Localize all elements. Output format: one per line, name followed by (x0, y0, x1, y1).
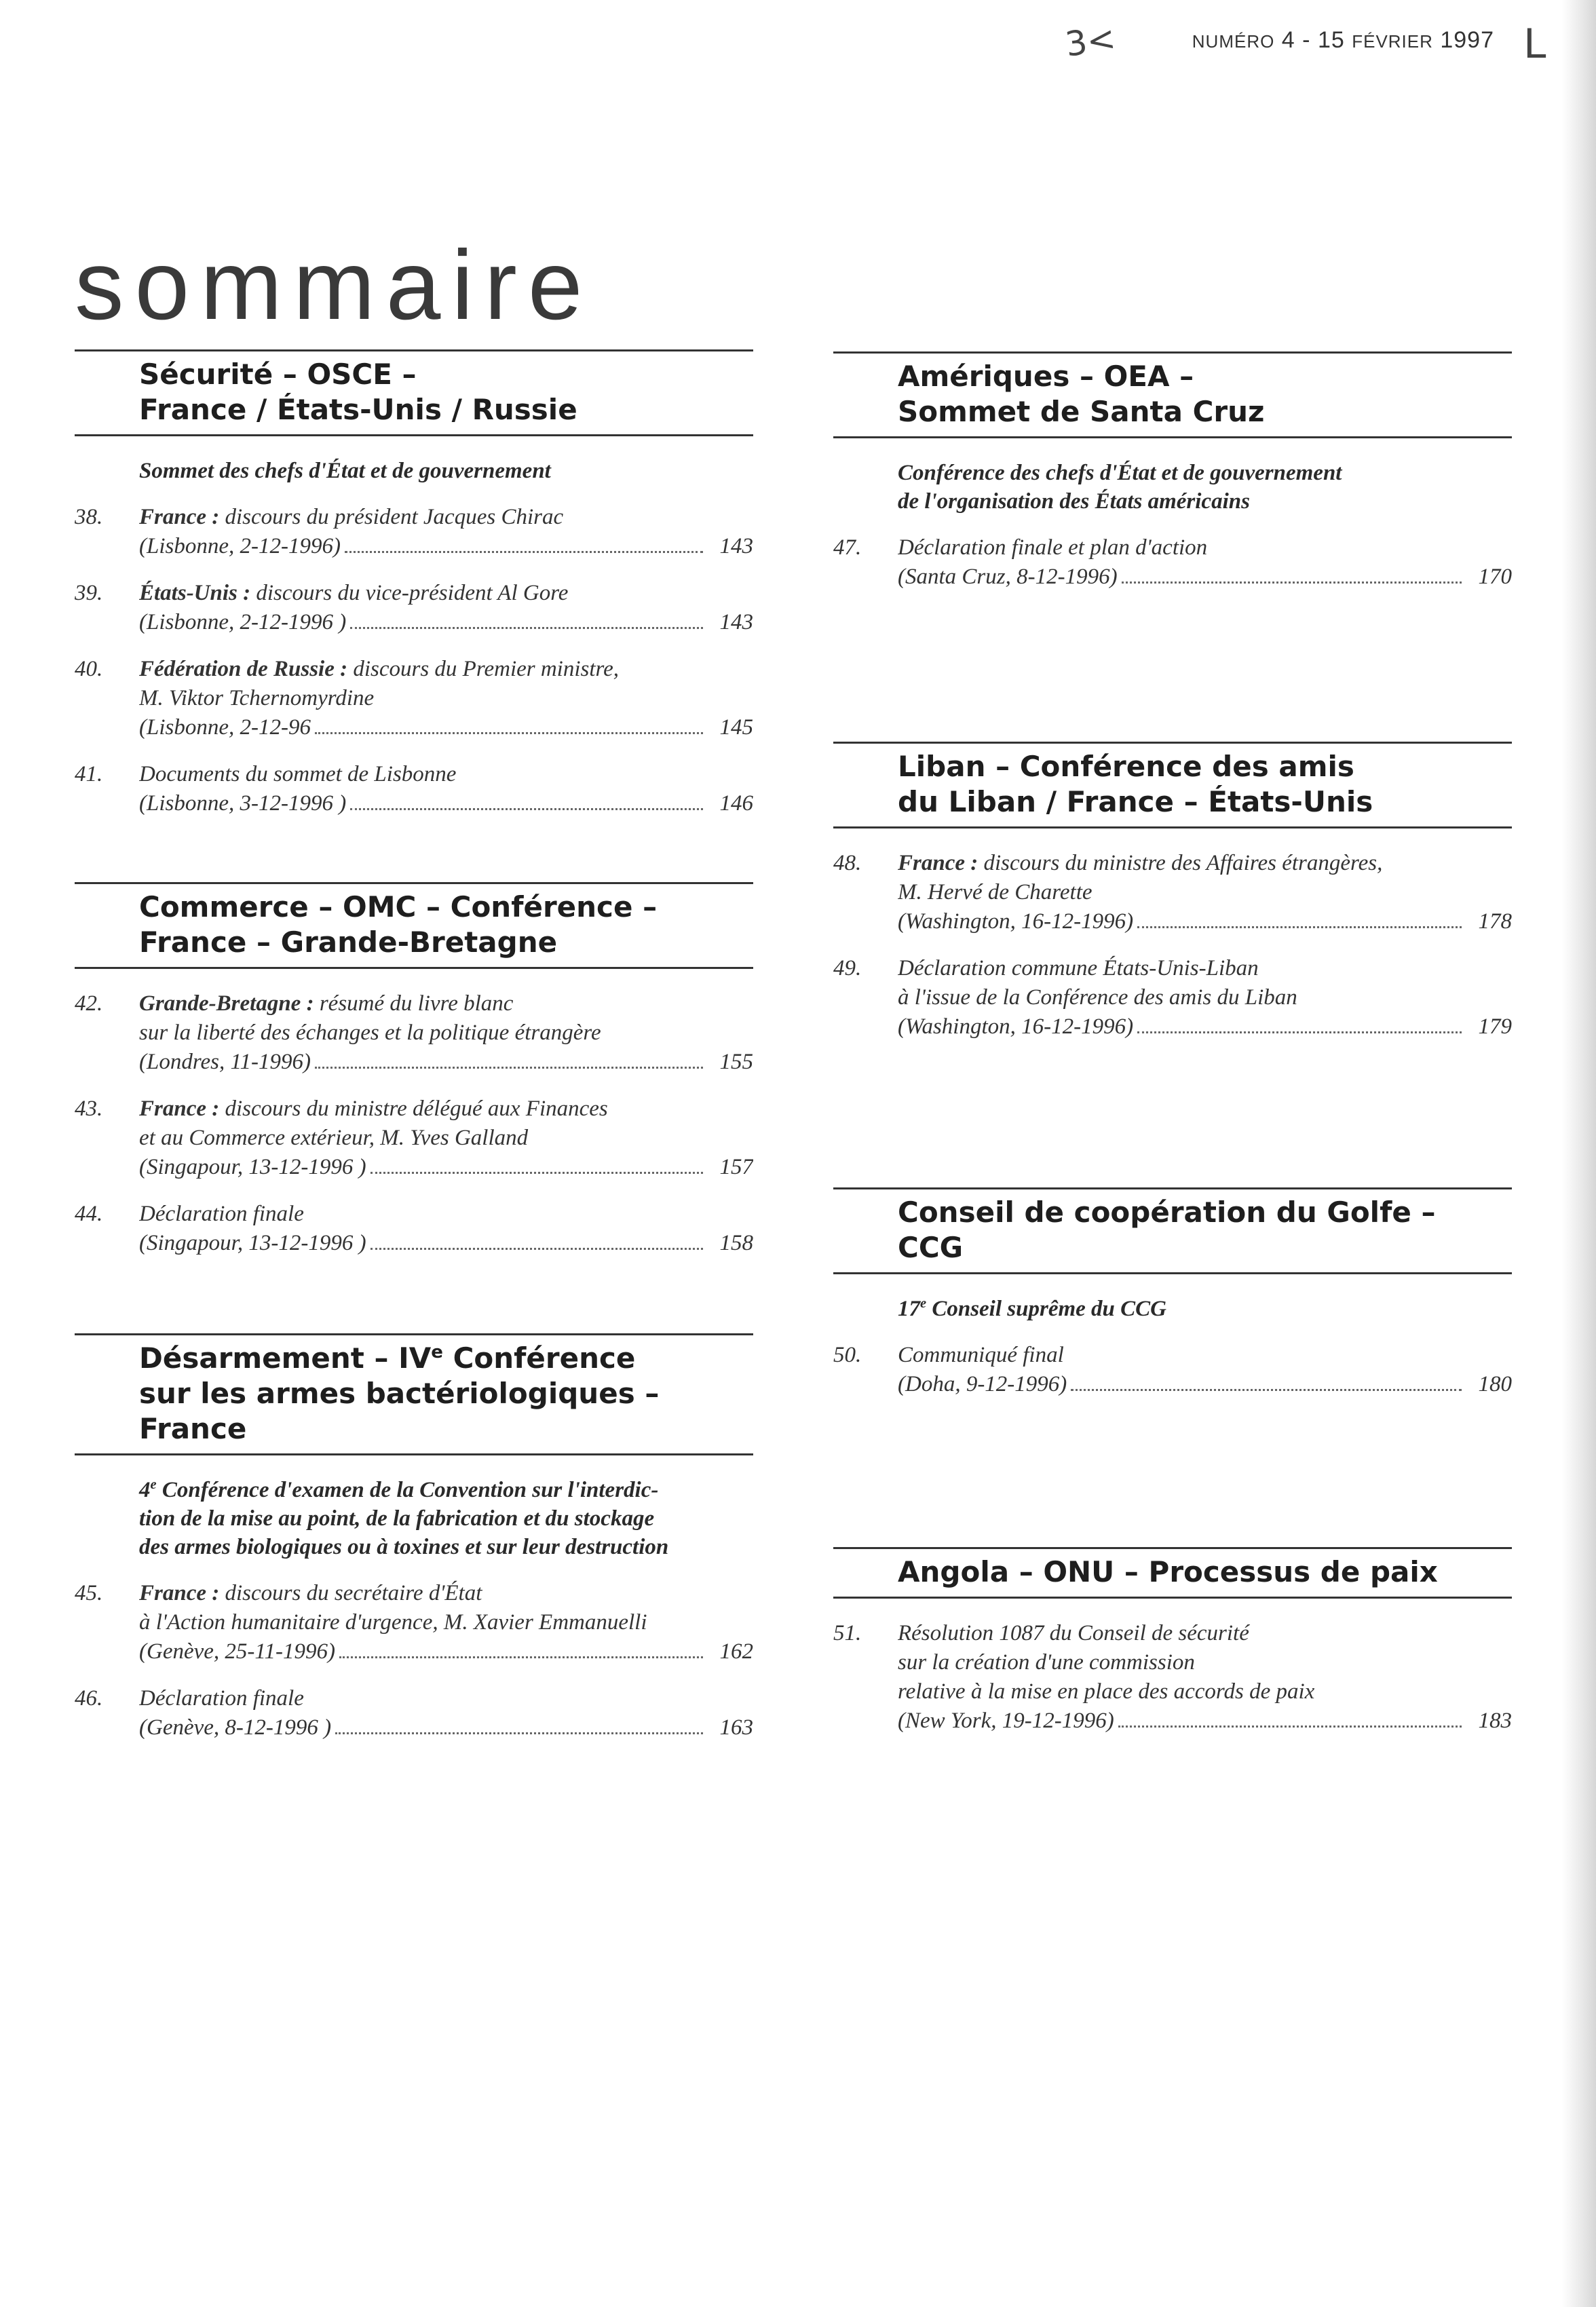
entry-number: 51. (833, 1621, 862, 1645)
entry-place-date: (Washington, 16-12-1996) (898, 1014, 1134, 1039)
issue-year: 1997 (1440, 27, 1494, 53)
entry-label: France : (139, 505, 220, 529)
section-subtitle (139, 1476, 753, 1561)
toc-section (75, 349, 753, 818)
toc-entry[interactable] (833, 1341, 1512, 1399)
entry-text-line: et au Commerce extérieur, M. Yves Galland (139, 1126, 529, 1150)
entry-body (139, 655, 753, 742)
toc-entry[interactable] (75, 1094, 753, 1182)
toc-entry[interactable] (75, 1579, 753, 1666)
entry-text-line: Documents du sommet de Lisbonne (139, 762, 457, 786)
entry-reference-line (898, 563, 1512, 592)
entry-reference-line (139, 1048, 753, 1077)
entry-page-number[interactable]: 170 (1478, 565, 1512, 589)
entry-reference-line (139, 532, 753, 561)
toc-entry[interactable] (75, 989, 753, 1077)
toc-entry[interactable] (75, 760, 753, 818)
entry-page-number[interactable]: 179 (1478, 1014, 1512, 1039)
entry-body (139, 1579, 753, 1666)
dot-leader (339, 1656, 703, 1658)
entry-number: 47. (833, 535, 862, 560)
handwritten-annotation-left: 3< (1063, 18, 1118, 64)
section-heading-line: Sommet de Santa Cruz (898, 395, 1265, 428)
entry-label: États-Unis : (139, 581, 251, 605)
dot-leader (370, 1172, 703, 1174)
entry-number: 50. (833, 1343, 862, 1367)
section-heading (75, 882, 753, 969)
section-heading (833, 742, 1512, 828)
section-subtitle-line: Conférence des chefs d'État et de gouvernement (898, 461, 1342, 485)
issue-month: FÉVRIER (1352, 31, 1433, 52)
section-heading-line: Sécurité – OSCE – (139, 358, 417, 391)
entry-text-line: Déclaration finale (139, 1202, 304, 1226)
entry-place-date: (Genève, 25-11-1996) (139, 1639, 335, 1664)
entry-reference-line (898, 1370, 1512, 1399)
entry-body (139, 989, 753, 1077)
entry-number: 49. (833, 956, 862, 980)
entry-text-line: Résolution 1087 du Conseil de sécurité (898, 1621, 1249, 1645)
entry-page-number[interactable]: 157 (719, 1155, 753, 1179)
entry-place-date: (Doha, 9-12-1996) (898, 1372, 1067, 1396)
issue-prefix: NUMÉRO (1192, 31, 1275, 52)
entry-text-line: Grande-Bretagne : résumé du livre blanc (139, 991, 514, 1016)
entry-label: France : (898, 851, 978, 875)
entry-number: 45. (75, 1581, 103, 1605)
section-heading-line: CCG (898, 1231, 964, 1264)
entry-number: 48. (833, 851, 862, 875)
section-heading-line: Angola – ONU – Processus de paix (898, 1555, 1438, 1588)
entry-text-line: Communiqué final (898, 1343, 1064, 1367)
section-subtitle-line: Sommet des chefs d'État et de gouvernement (139, 459, 551, 483)
entry-body (898, 954, 1512, 1042)
toc-section (75, 1333, 753, 1742)
toc-entry[interactable] (75, 579, 753, 637)
entry-number: 46. (75, 1686, 103, 1711)
dot-leader (370, 1248, 703, 1250)
entry-page-number[interactable]: 180 (1478, 1372, 1512, 1396)
entry-reference-line (139, 1713, 753, 1742)
dot-leader (1122, 581, 1462, 584)
entry-label: France : (139, 1097, 220, 1121)
entry-body (898, 1341, 1512, 1399)
page-title: sommaire (75, 230, 594, 341)
toc-entry[interactable] (75, 503, 753, 561)
dot-leader (315, 732, 703, 734)
entry-reference-line (139, 789, 753, 818)
section-heading (75, 349, 753, 436)
entry-place-date: (Genève, 8-12-1996 ) (139, 1715, 332, 1740)
entry-page-number[interactable]: 143 (719, 534, 753, 558)
section-heading-line: France – Grande-Bretagne (139, 926, 558, 959)
dot-leader (345, 551, 703, 553)
entry-text-line: Déclaration commune États-Unis-Liban (898, 956, 1259, 980)
entry-text-line: Déclaration finale et plan d'action (898, 535, 1208, 560)
entry-reference-line (139, 608, 753, 637)
entry-page-number[interactable]: 145 (719, 715, 753, 740)
entry-page-number[interactable]: 146 (719, 791, 753, 816)
entry-body (139, 760, 753, 818)
entry-reference-line (898, 907, 1512, 936)
entry-number: 43. (75, 1097, 103, 1121)
entry-text-line: sur la création d'une commission (898, 1650, 1195, 1675)
dot-leader (315, 1067, 703, 1069)
section-subtitle-line: 17e Conseil suprême du CCG (898, 1296, 1166, 1321)
dot-leader (350, 808, 703, 810)
entry-page-number[interactable]: 178 (1478, 909, 1512, 934)
dot-leader (335, 1732, 703, 1734)
issue-day: 15 (1317, 27, 1345, 53)
entry-place-date: (Singapour, 13-12-1996 ) (139, 1155, 366, 1179)
entry-text-line: France : discours du président Jacques Chirac (139, 505, 564, 529)
section-heading-line: du Liban / France – États-Unis (898, 785, 1373, 818)
entry-number: 44. (75, 1202, 103, 1226)
entry-place-date: (New York, 19-12-1996) (898, 1709, 1114, 1733)
section-subtitle (898, 459, 1512, 516)
section-subtitle-line: de l'organisation des États américains (898, 489, 1250, 514)
entry-reference-line (898, 1012, 1512, 1042)
entry-body (139, 1094, 753, 1182)
toc-entry[interactable] (833, 1619, 1512, 1736)
entry-number: 39. (75, 581, 103, 605)
entry-text-line: Fédération de Russie : discours du Premier ministre, (139, 657, 620, 681)
entry-label: France : (139, 1581, 220, 1605)
entry-text-line: M. Viktor Tchernomyrdine (139, 686, 375, 710)
page-edge-shadow (1562, 0, 1596, 2307)
dot-leader (1137, 1031, 1462, 1033)
entry-page-number[interactable]: 155 (719, 1050, 753, 1074)
toc-section (833, 742, 1512, 1042)
entry-place-date: (Santa Cruz, 8-12-1996) (898, 565, 1118, 589)
entry-body (139, 1200, 753, 1258)
entry-place-date: (Singapour, 13-12-1996 ) (139, 1231, 366, 1255)
section-subtitle (139, 457, 753, 485)
entry-label: Grande-Bretagne : (139, 991, 314, 1016)
dot-leader (350, 627, 703, 629)
entry-page-number[interactable]: 162 (719, 1639, 753, 1664)
entry-text-line: à l'issue de la Conférence des amis du Liban (898, 985, 1297, 1010)
section-heading (833, 1187, 1512, 1274)
issue-number: 4 (1281, 27, 1295, 53)
toc-entry[interactable] (833, 954, 1512, 1042)
entry-place-date: (Londres, 11-1996) (139, 1050, 311, 1074)
entry-place-date: (Lisbonne, 3-12-1996 ) (139, 791, 347, 816)
entry-place-date: (Lisbonne, 2-12-96 (139, 715, 311, 740)
entry-body (139, 503, 753, 561)
dot-leader (1118, 1726, 1462, 1728)
entry-number: 42. (75, 991, 103, 1016)
entry-reference-line (139, 713, 753, 742)
entry-text-line: France : discours du secrétaire d'État (139, 1581, 482, 1605)
entry-place-date: (Lisbonne, 2-12-1996 ) (139, 610, 347, 634)
section-heading (833, 1547, 1512, 1599)
issue-header: NUMÉRO 4 - 15 FÉVRIER 1997 (1192, 27, 1494, 53)
entry-text-line: France : discours du ministre délégué aux Finances (139, 1097, 608, 1121)
entry-place-date: (Washington, 16-12-1996) (898, 909, 1134, 934)
entry-number: 38. (75, 505, 103, 529)
entry-place-date: (Lisbonne, 2-12-1996) (139, 534, 341, 558)
section-heading-line: Désarmement – IVe Conférence (139, 1341, 636, 1375)
entry-reference-line (139, 1153, 753, 1182)
entry-page-number[interactable]: 158 (719, 1231, 753, 1255)
entry-reference-line (139, 1637, 753, 1666)
entry-reference-line (898, 1707, 1512, 1736)
section-heading-line: Liban – Conférence des amis (898, 750, 1354, 783)
section-heading-line: sur les armes bactériologiques – (139, 1377, 660, 1410)
entry-body (898, 1619, 1512, 1736)
toc-section (75, 882, 753, 1258)
toc-section (833, 351, 1512, 592)
dot-leader (1137, 926, 1462, 928)
toc-entry[interactable] (75, 655, 753, 742)
entry-text-line: France : discours du ministre des Affaires étrangères, (898, 851, 1383, 875)
toc-section (833, 1547, 1512, 1736)
section-heading-line: Amériques – OEA – (898, 360, 1194, 393)
entry-number: 40. (75, 657, 103, 681)
section-subtitle-line: des armes biologiques ou à toxines et sur leur destruction (139, 1535, 669, 1559)
section-heading (833, 351, 1512, 438)
section-subtitle (898, 1295, 1512, 1323)
entry-page-number[interactable]: 183 (1478, 1709, 1512, 1733)
entry-page-number[interactable]: 143 (719, 610, 753, 634)
entry-page-number[interactable]: 163 (719, 1715, 753, 1740)
entry-number: 41. (75, 762, 103, 786)
entry-body (139, 579, 753, 637)
entry-body (139, 1684, 753, 1742)
entry-text-line: à l'Action humanitaire d'urgence, M. Xavier Emmanuelli (139, 1610, 647, 1635)
toc-section (833, 1187, 1512, 1399)
entry-reference-line (139, 1229, 753, 1258)
dot-leader (1071, 1389, 1462, 1391)
entry-label: Fédération de Russie : (139, 657, 348, 681)
entry-body (898, 533, 1512, 592)
entry-text-line: M. Hervé de Charette (898, 880, 1092, 904)
section-heading-line: Conseil de coopération du Golfe – (898, 1196, 1436, 1229)
toc-entry[interactable] (75, 1200, 753, 1258)
section-subtitle-line: tion de la mise au point, de la fabrication et du stockage (139, 1506, 655, 1531)
section-heading-line: France (139, 1412, 247, 1445)
entry-text-line: États-Unis : discours du vice-président Al Gore (139, 581, 569, 605)
toc-entry[interactable] (833, 533, 1512, 592)
section-heading (75, 1333, 753, 1455)
entry-text-line: relative à la mise en place des accords de paix (898, 1679, 1315, 1704)
section-subtitle-line: 4e Conférence d'examen de la Convention sur l'interdic- (139, 1477, 659, 1502)
toc-entry[interactable] (75, 1684, 753, 1742)
section-heading-line: France / États-Unis / Russie (139, 393, 577, 426)
toc-entry[interactable] (833, 849, 1512, 936)
handwritten-annotation-right: L (1523, 20, 1546, 68)
entry-text-line: sur la liberté des échanges et la politique étrangère (139, 1021, 601, 1045)
section-heading-line: Commerce – OMC – Conférence – (139, 890, 658, 923)
entry-text-line: Déclaration finale (139, 1686, 304, 1711)
entry-body (898, 849, 1512, 936)
